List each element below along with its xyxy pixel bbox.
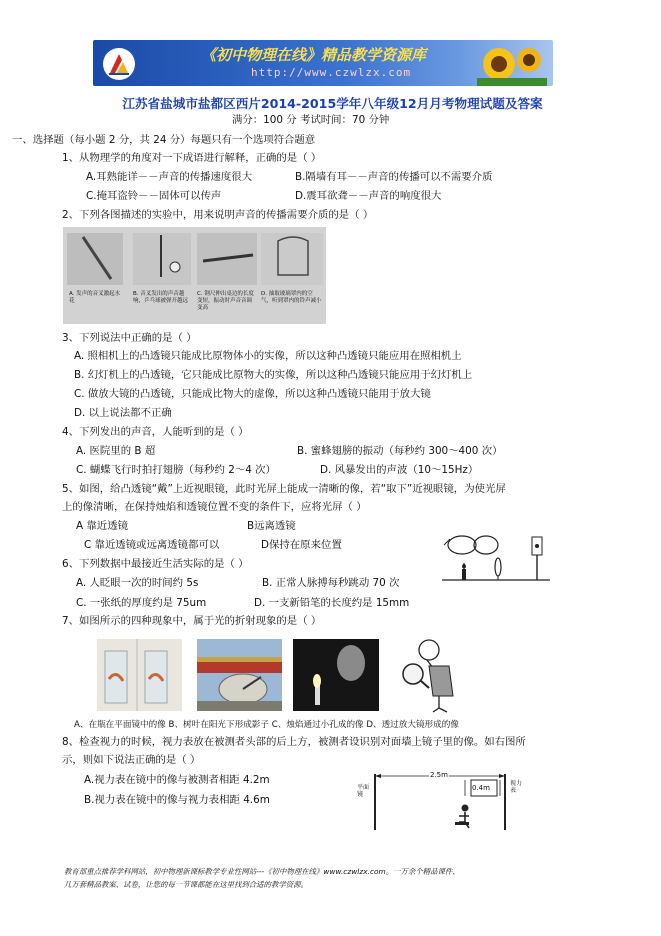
- q2-caption-d: D. 抽取玻璃罩内的空气，听到罩内的铃声减小: [261, 291, 322, 304]
- q8-mirror-label: 平面镜: [357, 784, 370, 798]
- q5-stem-2: 上的像清晰，在保持烛焰和透镜位置不变的条件下，应将光屏（ ）: [62, 501, 367, 513]
- q3-option-b: B. 幻灯机上的凸透镜，它只能成比原物大的实像，所以这种凸透镜只能应用于幻灯机上: [74, 369, 473, 381]
- q1-option-d: D.震耳欲聋－－声音的响度很大: [295, 190, 442, 202]
- footer-line-2: 几万套精品教案、试卷，让您的每一节课都能在这里找到合适的教学资源。: [64, 880, 308, 889]
- q8-dist-2-5m: 2.5m: [430, 771, 448, 779]
- q2-stem: 2、下列各图描述的实验中，用来说明声音的传播需要介质的是（ ）: [62, 209, 374, 221]
- banner-url[interactable]: http://www.czwlzx.com: [251, 66, 412, 79]
- q6-option-b: B. 正常人脉搏每秒跳动 70 次: [262, 577, 400, 589]
- q6-option-d: D. 一支新铅笔的长度约是 15mm: [254, 597, 410, 609]
- q3-option-c: C. 做放大镜的凸透镜，只能成比物大的虚像，所以这种凸透镜只能用于放大镜: [74, 388, 431, 400]
- q7-photo-vase-mirror: [97, 639, 182, 711]
- q8-eye-test-figure: [355, 768, 535, 833]
- q2-caption-c: C. 钢尺伸出桌边的长度变短，振动时声音音调变高: [197, 291, 254, 311]
- q7-photo-sundial: [197, 639, 282, 711]
- q8-chart-label: 视力表: [510, 780, 523, 794]
- q5-option-b: B远离透镜: [247, 520, 296, 532]
- score-time-line: 满分：100 分 考试时间：70 分钟: [232, 114, 390, 126]
- site-logo-icon: [101, 46, 137, 82]
- q7-photo-pinhole-candle: [293, 639, 379, 711]
- q6-option-a: A. 人眨眼一次的时间约 5s: [76, 577, 199, 589]
- q1-option-a: A.耳熟能详－－声音的传播速度很大: [86, 171, 253, 183]
- q4-option-b: B. 蜜蜂翅膀的振动（每秒约 300～400 次）: [297, 445, 503, 457]
- q4-option-d: D. 风暴发出的声波（10～15Hz）: [320, 464, 479, 476]
- q7-magnifier-figure: [399, 636, 461, 714]
- q3-option-d: D. 以上说法都不正确: [74, 407, 172, 419]
- document-title: 江苏省盐城市盐都区西片2014-2015学年八年级12月月考物理试题及答案: [122, 96, 543, 111]
- q2-caption-b: B. 音叉发出的声音越响，乒乓球被弹开越远: [133, 291, 189, 304]
- q4-stem: 4、下列发出的声音，人能听到的是（ ）: [62, 426, 249, 438]
- q8-stem-2: 示，则如下说法正确的是（ ）: [62, 754, 201, 766]
- q1-option-c: C.掩耳盗铃－－固体可以传声: [86, 190, 222, 202]
- section-heading: 一、选择题（每小题 2 分，共 24 分）每题只有一个选项符合题意: [12, 134, 316, 146]
- q8-option-b: B.视力表在镜中的像与视力表相距 4.6m: [84, 794, 270, 806]
- q7-options: A、在瓶在平面镜中的像 B、树叶在阳光下形成影子 C、烛焰通过小孔成的像 D、透过放大镜形成的像: [74, 720, 459, 730]
- header-banner: [93, 40, 553, 86]
- q6-option-c: C. 一张纸的厚度约是 75um: [76, 597, 207, 609]
- footer-line-1: 教育部重点推荐学科网站，初中物理新课标教学专业性网站---《初中物理在线》www.czwlzx.com。一万余个精品课件、: [64, 867, 460, 876]
- q1-option-b: B.隔墙有耳－－声音的传播可以不需要介质: [295, 171, 493, 183]
- q8-stem-1: 8、检查视力的时候，视力表放在被测者头部的后上方，被测者设识别对面墙上镜子里的像。如右图所: [62, 736, 526, 748]
- q5-option-c: C 靠近透镜或远离透镜都可以: [84, 539, 220, 551]
- q2-experiment-figure: [63, 227, 326, 324]
- q2-caption-a: A. 发声的音叉激起水花: [69, 291, 121, 304]
- q5-lens-figure: [440, 525, 555, 595]
- q4-option-a: A. 医院里的 B 超: [76, 445, 156, 457]
- q7-stem: 7、如图所示的四种现象中，属于光的折射现象的是（ ）: [62, 615, 322, 627]
- q5-option-d: D保持在原来位置: [261, 539, 342, 551]
- q1-stem: 1、从物理学的角度对一下成语进行解释，正确的是（ ）: [62, 152, 322, 164]
- q8-dist-0-4m: 0.4m: [472, 784, 490, 792]
- q6-stem: 6、下列数据中最接近生活实际的是（ ）: [62, 558, 249, 570]
- q3-stem: 3、下列说法中正确的是（ ）: [62, 332, 197, 344]
- q5-stem-1: 5、如图，给凸透镜“戴”上近视眼镜，此时光屏上能成一清晰的像，若“取下”近视眼镜，为使光屏: [62, 483, 506, 495]
- q4-option-c: C. 蝴蝶飞行时拍打翅膀（每秒约 2～4 次）: [76, 464, 276, 476]
- sunflower-icon: [477, 42, 547, 86]
- banner-title: 《初中物理在线》精品教学资源库: [201, 46, 427, 64]
- q5-option-a: A 靠近透镜: [76, 520, 128, 532]
- q3-option-a: A. 照相机上的凸透镜只能成比原物体小的实像，所以这种凸透镜只能应用在照相机上: [74, 350, 462, 362]
- q8-option-a: A.视力表在镜中的像与被测者相距 4.2m: [84, 774, 270, 786]
